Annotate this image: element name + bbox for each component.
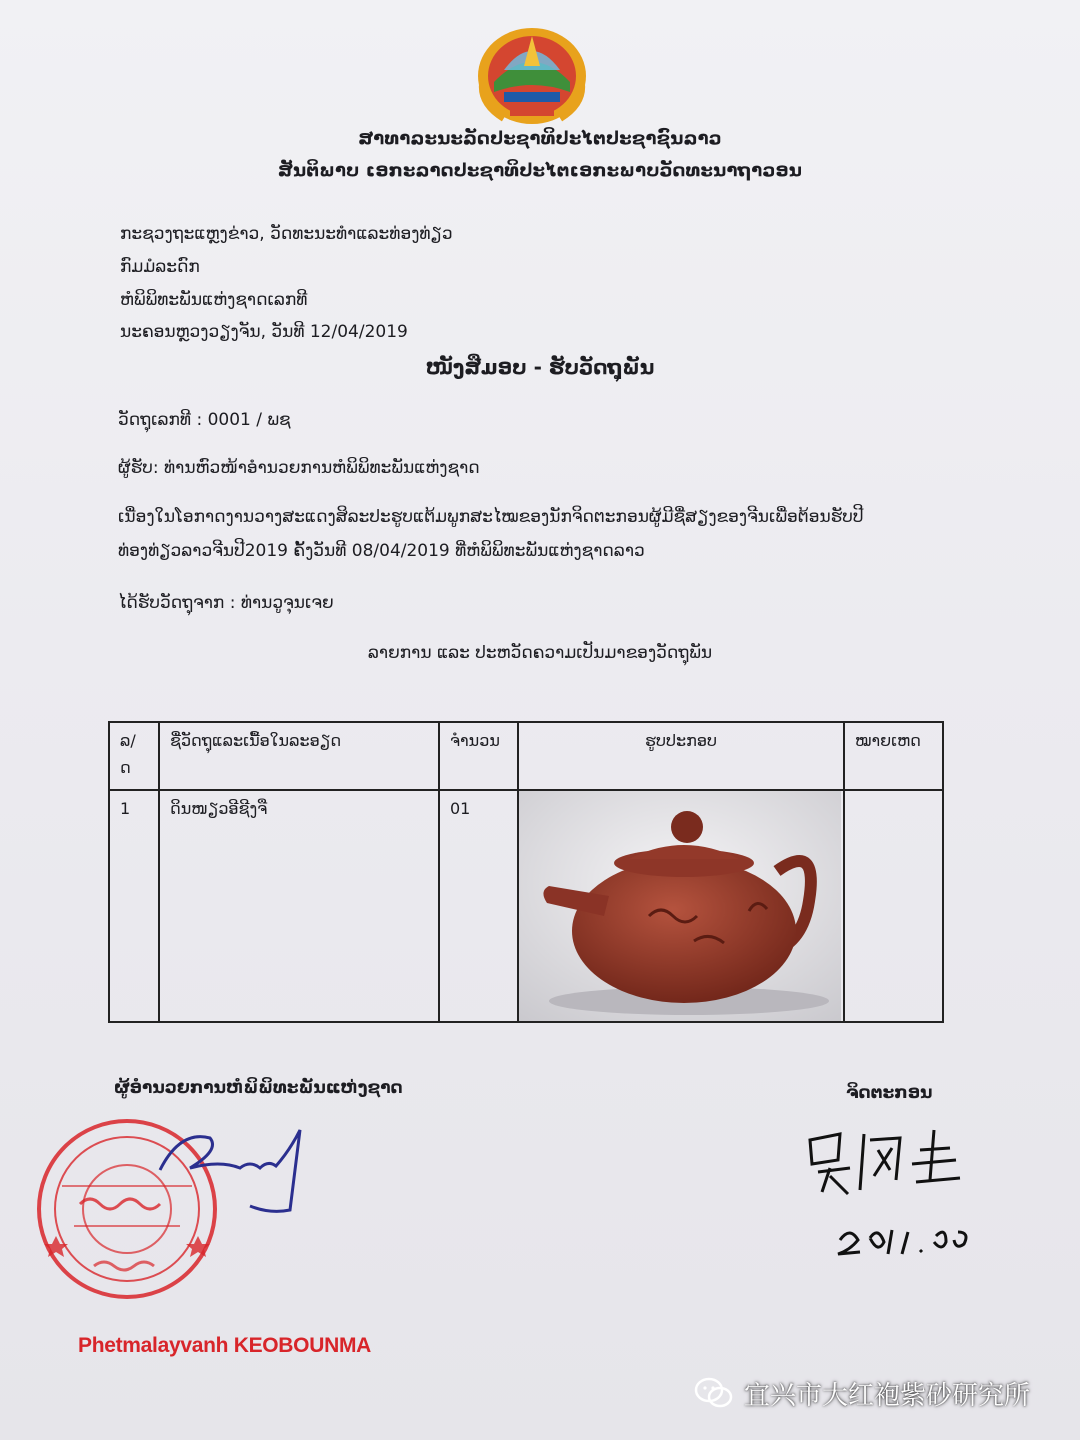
items-table xyxy=(108,721,944,1023)
museum-number-line: ຫໍພິພິທະພັນແຫ່ງຊາດເລກທີ xyxy=(120,290,308,310)
ministry-line: ກະຊວງຖະແຫຼງຂ່າວ, ວັດທະນະທຳແລະທ່ອງທ່ຽວ xyxy=(120,224,453,244)
document-title: ໜັງສືມອບ - ຮັບວັດຖຸພັນ xyxy=(425,355,655,379)
table-row xyxy=(109,790,943,1022)
national-emblem-icon xyxy=(474,22,590,126)
department-line: ກົມມໍລະດົກ xyxy=(120,257,200,277)
table-header-row xyxy=(109,722,943,790)
object-number: ວັດຖຸເລກທີ : 0001 / ພຊ xyxy=(118,410,291,430)
national-motto: ສັນຕິພາບ ເອກະລາດປະຊາທິປະໄຕເອກະພາບວັດທະນາຖາວອນ xyxy=(277,160,803,181)
table-title: ລາຍການ ແລະ ປະຫວັດຄວາມເປັນມາຂອງວັດຖຸພັນ xyxy=(367,643,713,663)
header-remarks: ໝາຍເຫດ xyxy=(844,722,943,790)
director-name: Phetmalayvanh KEOBOUNMA xyxy=(78,1334,371,1357)
received-from-line: ໄດ້ຮັບວັດຖຸຈາກ : ທ່ານວູຈຸນເຈຍ xyxy=(118,593,334,613)
place-date-line: ນະຄອນຫຼວງວຽງຈັນ, ວັນທີ 12/04/2019 xyxy=(120,322,408,342)
artist-signature-icon xyxy=(800,1120,1000,1270)
row-name: ດິນໜຽວອີຊີງຈື xyxy=(159,790,439,1022)
occasion-paragraph xyxy=(118,500,958,568)
teapot-photo-icon xyxy=(519,791,841,1021)
director-signature-icon xyxy=(150,1110,310,1220)
row-quantity: 01 xyxy=(439,790,518,1022)
header-number-line1: ລ/ xyxy=(120,731,136,750)
director-label: ຜູ້ອຳນວຍການຫໍພິພິທະພັນແຫ່ງຊາດ xyxy=(114,1078,403,1098)
header-photo: ຮູບປະກອບ xyxy=(518,722,844,790)
watermark xyxy=(694,1370,1054,1416)
wechat-icon xyxy=(694,1376,734,1410)
republic-title: ສາທາລະນະລັດປະຊາທິປະໄຕປະຊາຊົນລາວ xyxy=(358,128,722,149)
header-number xyxy=(109,722,159,790)
header-quantity: ຈຳນວນ xyxy=(439,722,518,790)
row-remarks xyxy=(844,790,943,1022)
artist-label: ຈິດຕະກອນ xyxy=(846,1083,933,1103)
row-photo xyxy=(518,790,844,1022)
header-name: ຊື່ວັດຖຸແລະເນື້ອໃນລະອຽດ xyxy=(159,722,439,790)
occasion-line-1: ເນື່ອງໃນໂອກາດງານວາງສະແດງສິລະປະຮູບແຕ້ມພູກສະໄໝຂອງນັກຈິດຕະກອນຜູ້ມີຊື່ສຽງຂອງຈີນເພື່ອຕ້ອນຮັບປີ xyxy=(118,507,864,527)
header-number-line2: ດ xyxy=(120,758,131,777)
occasion-line-2: ທ່ອງທ່ຽວລາວຈີນປີ2019 ຄັ້ງວັນທີ 08/04/2019 ທີ່ຫໍພິພິທະພັນແຫ່ງຊາດລາວ xyxy=(118,541,645,561)
recipient-line: ຜູ້ຮັບ: ທ່ານຫົວໜ້າອຳນວຍການຫໍພິພິທະພັນແຫ່ງຊາດ xyxy=(118,458,480,478)
watermark-text: 宜兴市大红袍紫砂研究所 xyxy=(744,1380,1031,1411)
row-number: 1 xyxy=(109,790,159,1022)
